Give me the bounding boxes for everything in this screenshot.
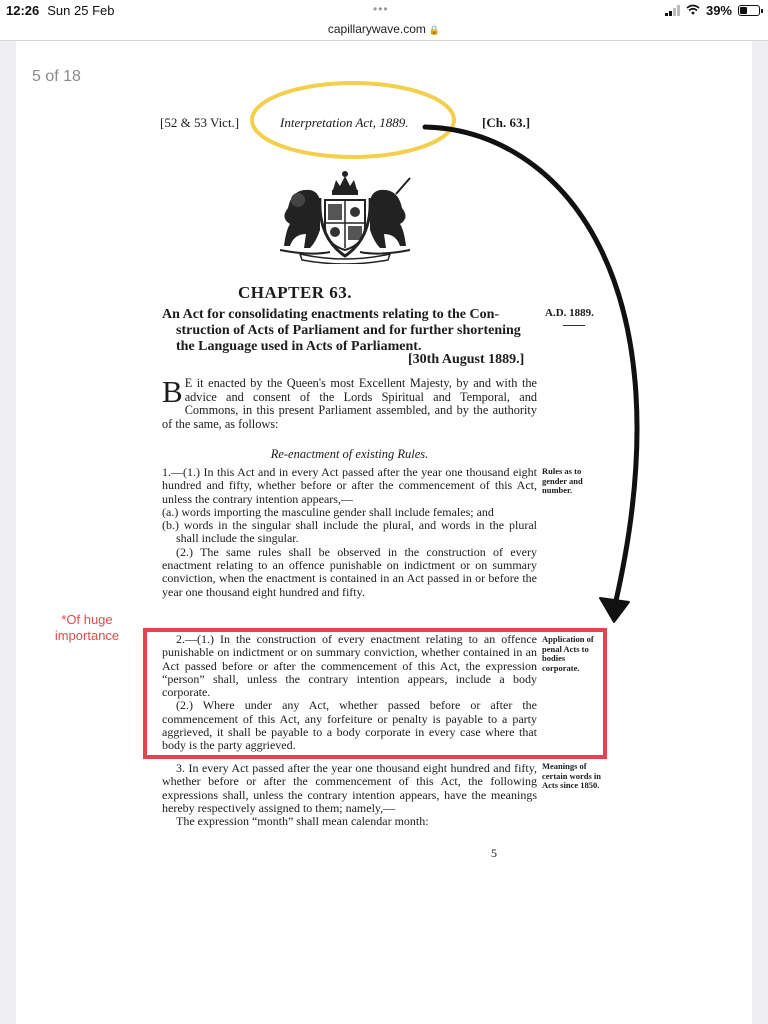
lock-icon: 🔒 (428, 25, 441, 35)
long-title-line-3: the Language used in Acts of Parliament. (176, 339, 422, 354)
section-1-subsection-2: (2.) The same rules shall be observed in the construction of every enactment relating to an offence punishable on indictment or on summary conviction, when the enactment is contained in an Act passed in or before the year one thousand eight hundred and fifty. (162, 544, 537, 599)
url-text: capillarywave.com (327, 22, 426, 36)
header-regnal-year: [52 & 53 Vict.] (160, 115, 240, 130)
multitask-dots-icon[interactable]: ••• (373, 2, 389, 16)
chapter-heading: CHAPTER 63. (237, 283, 353, 302)
highlight-ellipse (252, 83, 454, 157)
page-number: 5 (491, 846, 497, 860)
margin-note-gender: Rules as to gender and number. (542, 466, 583, 495)
date-text: Sun 25 Feb (47, 3, 115, 18)
section-3-intro: 3. In every Act passed after the year one thousand eight hundred and fifty, whether before or after the commencement of this Act, the following expressions shall, unless the contrary intention appears, have the meanings hereby respectively assigned to them; namely,— (162, 761, 537, 815)
time-text: 12:26 (6, 3, 40, 18)
section-2-subsection-1: 2.—(1.) In the construction of every enactment relating to an offence punishable on indictment or on summary conviction, whether contained in an Act passed before or after the commencement of this Act, the expression “person” shall, unless the contrary intention appears, include a body corporate. (162, 632, 537, 700)
page-indicator: 5 of 18 (32, 68, 81, 85)
section-1-item-b: (b.) words in the singular shall include the plural, and words in the plural shall include the singular. (162, 518, 537, 546)
section-heading: Re-enactment of existing Rules. (270, 447, 429, 461)
long-title-line-1: An Act for consolidating enactments relating to the Con- (162, 307, 500, 322)
drop-cap: B (162, 374, 183, 409)
enacting-text: E it enacted by the Queen's most Excellent Majesty, by and with the advice and consent of the Lords Spiritual and Temporal, and Commons, in this present Parliament assembled, and by the authority of the same, as follows: (162, 376, 537, 431)
pointer-arrow (425, 127, 637, 605)
section-1-intro: 1.—(1.) In this Act and in every Act passed after the year one thousand eight hundred and fifty, whether before or after the commencement of this Act, unless the contrary intention appears,— (162, 465, 537, 506)
section-3-month: The expression “month” shall mean calendar month: (176, 814, 429, 829)
battery-percent: 39% (705, 3, 732, 18)
arrowhead (600, 598, 629, 622)
section-1-item-a: (a.) words importing the masculine gender shall include females; and (162, 504, 494, 519)
assent-date: [30th August 1889.] (408, 352, 525, 367)
margin-note-penal: Application of penal Acts to bodies corporate. (542, 634, 594, 673)
anno-domini: A.D. 1889. (545, 307, 594, 319)
header-act-title: Interpretation Act, 1889. (280, 115, 409, 130)
long-title-line-2: struction of Acts of Parliament and for further shortening (176, 323, 521, 338)
annotation-note: *Of huge importance (54, 612, 120, 643)
header-chapter: [Ch. 63.] (482, 115, 531, 130)
margin-note-meanings: Meanings of certain words in Acts since 1850. (542, 761, 602, 790)
section-2-subsection-2: (2.) Where under any Act, whether passed before or after the commencement of this Act, any forfeiture or penalty is payable to a party aggrieved, it shall be payable to a body corporate in every case where that body is the party aggrieved. (162, 698, 537, 753)
